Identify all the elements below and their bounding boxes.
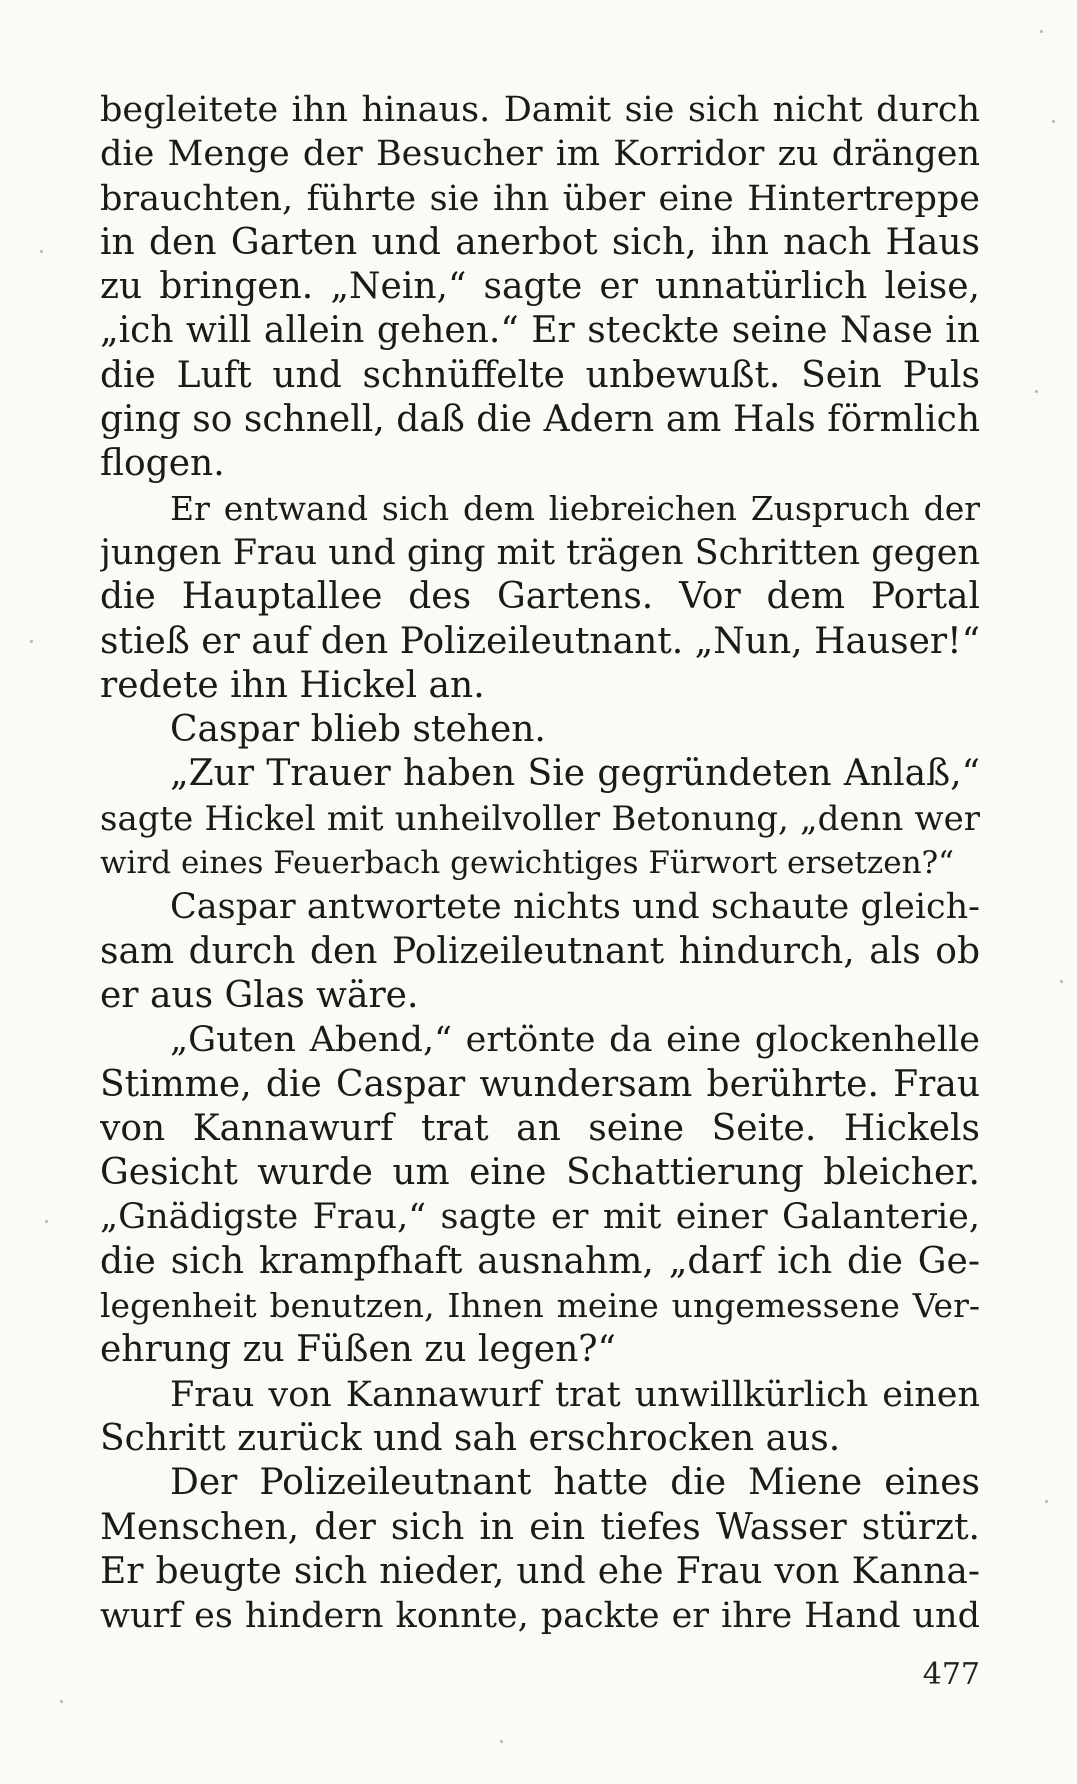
text-line: redete ihn Hickel an.	[100, 664, 485, 706]
scan-speck	[1035, 390, 1038, 393]
text-line: sagte Hickel mit unheilvoller Betonung, „denn wer	[100, 798, 980, 839]
text-line: brauchten, führte sie ihn über eine Hintertreppe	[100, 178, 980, 219]
text-line: in den Garten und anerbot sich, ihn nach Haus	[100, 221, 980, 263]
text-line: „ich will allein gehen.“ Er steckte seine Nase in	[100, 310, 980, 352]
text-line: von Kannawurf trat an seine Seite. Hickels	[100, 1107, 980, 1149]
text-line: Gesicht wurde um eine Schattierung bleicher.	[100, 1152, 980, 1194]
text-line: Caspar antwortete nichts und schaute gleich-	[170, 887, 980, 928]
scan-speck	[1040, 30, 1043, 33]
scan-speck	[30, 640, 33, 643]
page-number: 477	[922, 1657, 980, 1692]
text-line: begleitete ihn hinaus. Damit sie sich nicht durch	[100, 90, 980, 130]
text-line: die Luft und schnüffelte unbewußt. Sein Puls	[100, 354, 980, 396]
text-line: jungen Frau und ging mit trägen Schritten gegen	[100, 532, 980, 573]
text-line: wird eines Feuerbach gewichtiges Fürwort ersetzen?“	[100, 845, 954, 882]
text-line: „Guten Abend,“ ertönte da eine glockenhelle	[170, 1020, 980, 1061]
text-line: die Hauptallee des Gartens. Vor dem Portal	[100, 576, 980, 618]
text-line: ehrung zu Füßen zu legen?“	[100, 1329, 616, 1371]
text-line: stieß er auf den Polizeileutnant. „Nun, Hauser!“	[100, 620, 980, 662]
body-text	[100, 88, 980, 1638]
text-line: Er entwand sich dem liebreichen Zuspruch der	[170, 488, 980, 528]
text-line: Frau von Kannawurf trat unwillkürlich einen	[170, 1374, 980, 1415]
text-line: zu bringen. „Nein,“ sagte er unnatürlich leise,	[100, 266, 980, 308]
text-line: legenheit benutzen, Ihnen meine ungemessene Ver-	[100, 1286, 980, 1326]
text-line: „Zur Trauer haben Sie gegründeten Anlaß,“	[170, 753, 980, 795]
text-line: die Menge der Besucher im Korridor zu drängen	[100, 134, 980, 175]
text-line: wurf es hindern konnte, packte er ihre Hand und	[100, 1596, 980, 1637]
text-line: Der Polizeileutnant hatte die Miene eines	[170, 1462, 980, 1504]
text-line: Menschen, der sich in ein tiefes Wasser stürzt.	[100, 1506, 980, 1548]
text-line: flogen.	[100, 443, 225, 485]
text-line: er aus Glas wäre.	[100, 974, 419, 1016]
text-line: die sich krampfhaft ausnahm, „darf ich die Ge-	[100, 1240, 980, 1282]
text-line: „Gnädigste Frau,“ sagte er mit einer Galanterie,	[100, 1197, 980, 1238]
scan-speck	[40, 250, 43, 253]
text-line: Schritt zurück und sah erschrocken aus.	[100, 1417, 841, 1459]
scan-speck	[500, 1740, 503, 1743]
scan-speck	[1060, 980, 1063, 983]
text-line: Stimme, die Caspar wundersam berührte. Frau	[100, 1063, 980, 1105]
text-line: sam durch den Polizeileutnant hindurch, als ob	[100, 930, 980, 972]
scan-speck	[45, 1220, 48, 1223]
scan-speck	[1052, 120, 1055, 123]
text-line: ging so schnell, daß die Adern am Hals förmlich	[100, 399, 980, 441]
text-line: Caspar blieb stehen.	[170, 709, 546, 751]
scan-speck	[60, 1700, 63, 1703]
text-line: Er beugte sich nieder, und ehe Frau von Kanna-	[100, 1550, 980, 1592]
scan-speck	[1045, 1500, 1048, 1503]
